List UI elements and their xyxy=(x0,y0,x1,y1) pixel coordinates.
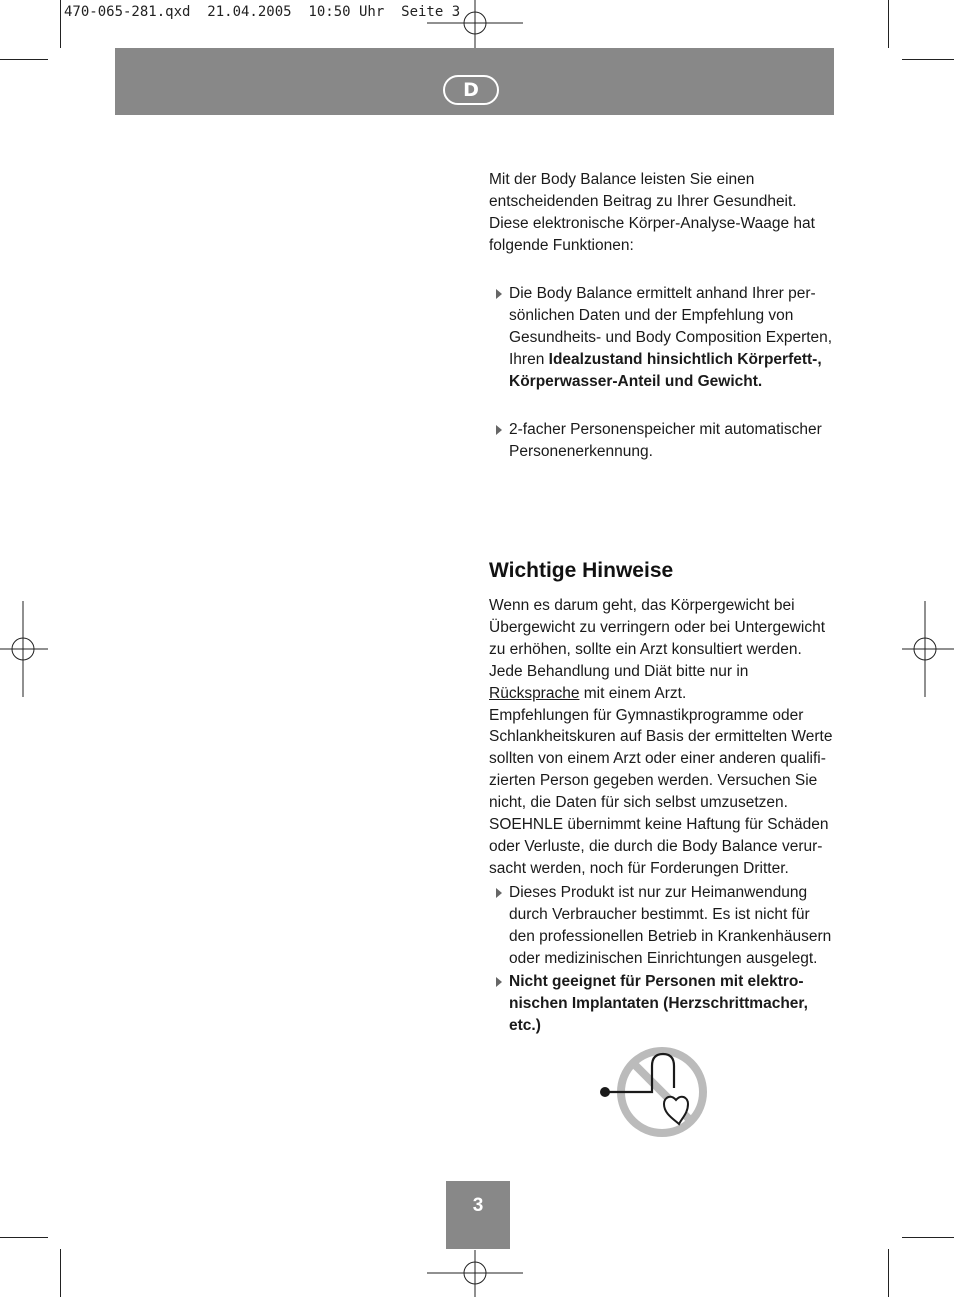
registration-mark-left xyxy=(0,601,48,697)
notes-paragraph-2: Empfehlungen für Gymnastikprogramme oder Schlankheitskuren auf Basis der ermittelten Werte sollten von einem Arzt oder einer anderen qualifi- zierten Person gegeben werden. Versuchen Sie nicht, die Daten für sich selbst umzusetzen. SOEHNLE übernimmt keine Haftung für Schäden oder Verluste, die durch die Body Balance verur- sacht werden, noch für Forderungen Dritter. xyxy=(489,706,833,877)
crop-mark xyxy=(902,59,954,60)
registration-mark-bottom xyxy=(427,1250,523,1297)
feature-item: 2-facher Personenspeicher mit automatischer Personenerkennung. xyxy=(489,419,834,463)
notes-bullet-2: Nicht geeignet für Personen mit elektro- nischen Implantaten (Herzschrittmacher, etc.) xyxy=(489,971,834,1037)
print-slug: 470-065-281.qxd 21.04.2005 10:50 Uhr Seite 3 xyxy=(64,4,461,20)
crop-mark xyxy=(60,1249,61,1297)
intro-paragraph: Mit der Body Balance leisten Sie einen entscheidenden Beitrag zu Ihrer Gesundheit. Diese elektronische Körper-Analyse-Waage hat folgende Funktionen: xyxy=(489,171,815,254)
intro-text xyxy=(489,169,834,257)
notes-bullet-1: Dieses Produkt ist nur zur Heimanwendung durch Verbraucher bestimmt. Es ist nicht für den professionellen Betrieb in Krankenhäusern oder medizinischen Einrichtungen ausgelegt. xyxy=(489,882,834,970)
no-pacemaker-icon xyxy=(596,1044,712,1146)
notes-text xyxy=(489,595,834,1037)
bullet-arrow-icon xyxy=(496,888,502,898)
notes-paragraph-1: Wenn es darum geht, das Körpergewicht bei Übergewicht zu verringern oder bei Untergewicht zu erhöhen, sollte ein Arzt konsultiert werden. Jede Behandlung und Diät bitte nur in Rücksprache mit einem Arzt. xyxy=(489,597,825,702)
crop-mark xyxy=(0,59,48,60)
crop-mark xyxy=(888,1249,889,1297)
feature-item: Die Body Balance ermittelt anhand Ihrer per- sönlichen Daten und der Empfehlung von Gesundheits- und Body Composition Experten, Ihren Idealzustand hinsichtlich Körperfett-, Körperwasser-Anteil und Gewicht. xyxy=(489,283,834,393)
registration-mark-right xyxy=(902,601,954,697)
bullet-arrow-icon xyxy=(496,977,502,987)
crop-mark xyxy=(0,1237,48,1238)
crop-mark xyxy=(902,1237,954,1238)
registration-mark-top xyxy=(427,0,523,48)
bullet-arrow-icon xyxy=(496,425,502,435)
crop-mark xyxy=(888,0,889,48)
feature-list-2 xyxy=(489,419,834,463)
language-badge: D xyxy=(443,75,499,105)
bullet-arrow-icon xyxy=(496,289,502,299)
section-title: Wichtige Hinweise xyxy=(489,559,674,582)
feature-list xyxy=(489,283,834,393)
crop-mark xyxy=(60,0,61,48)
page-number: 3 xyxy=(446,1181,510,1249)
